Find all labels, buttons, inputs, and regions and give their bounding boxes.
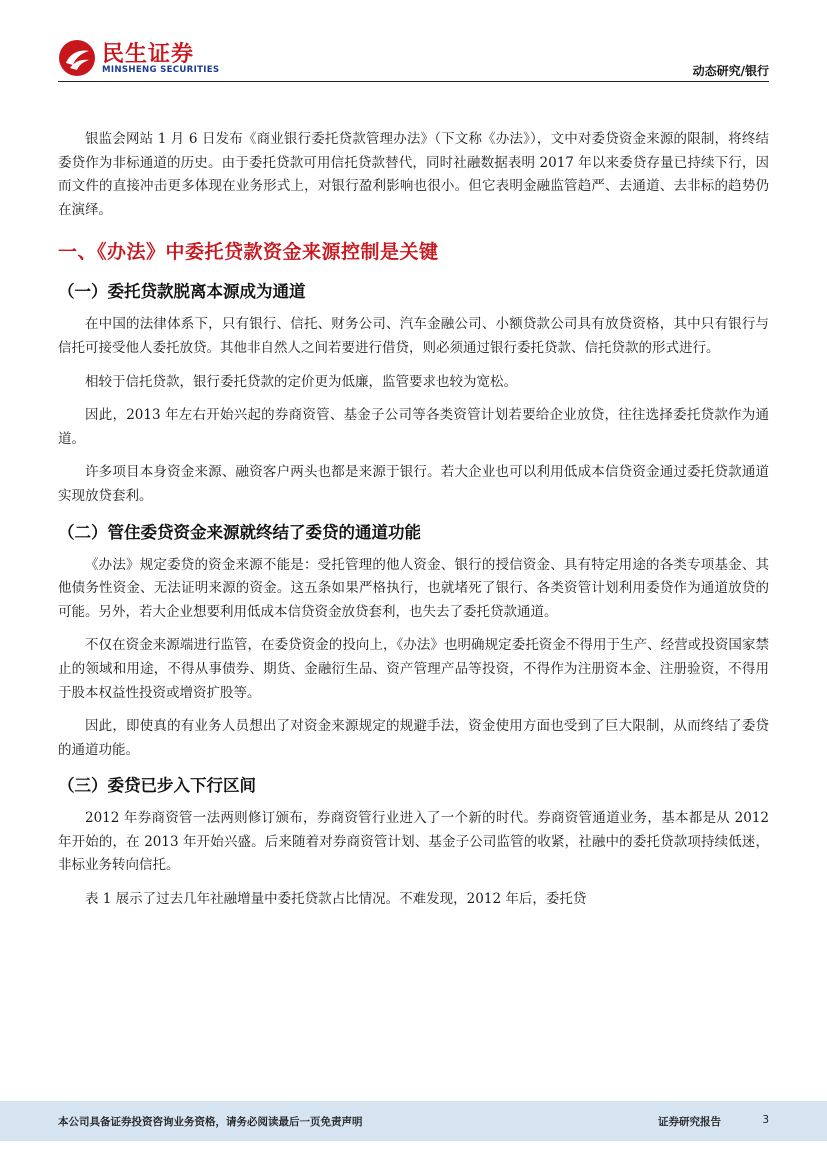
subsection-3-para-1: 2012 年券商资管一法两则修订颁布，券商资管行业进入了一个新的时代。券商资管通道业务，基本都是从 2012 年开始的，在 2013 年开始兴盛。后来随着对券商资管计划、基金子公司监管的收紧，社融中的委托贷款项持续低迷，非标业务转向信托。: [58, 810, 769, 874]
footer-report-label: 证券研究报告: [658, 1116, 721, 1128]
section-1-title: 一、《办法》中委托贷款资金来源控制是关键: [58, 241, 439, 264]
page-footer: [0, 1101, 827, 1141]
logo-chinese-name: 民生证券: [102, 42, 195, 67]
page-number: 3: [762, 1114, 769, 1126]
footer-disclaimer: 本公司具备证券投资咨询业务资格，请务必阅读最后一页免责声明: [58, 1116, 363, 1128]
page-header: [0, 0, 827, 84]
subsection-1-para-2: 相较于信托贷款，银行委托贷款的定价更为低廉，监管要求也较为宽松。: [85, 373, 517, 390]
header-divider: [58, 81, 769, 82]
subsection-2-para-1: 《办法》规定委贷的资金来源不能是：受托管理的他人资金、银行的授信资金、具有特定用途的各类专项基金、其他债务性资金、无法证明来源的资金。这五条如果严格执行，也就堵死了银行、各类资管计划利用委贷作为通道放贷的可能。另外，若大企业想要利用低成本信贷资金放贷套利，也失去了委托贷款通道。: [58, 556, 769, 620]
company-logo: [58, 37, 238, 79]
report-type-label: 动态研究/银行: [692, 64, 769, 78]
main-content: [58, 128, 769, 922]
subsection-2-para-2: 不仅在资金来源端进行监管，在委贷资金的投向上，《办法》也明确规定委托资金不得用于生产、经营或投资国家禁止的领域和用途，不得从事债券、期货、金融衍生品、资产管理产品等投资，不得作为注册资本金、注册验资，不得用于股本权益性投资或增资扩股等。: [58, 637, 769, 701]
intro-paragraph: 银监会网站 1 月 6 日发布《商业银行委托贷款管理办法》（下文称《办法》），文中对委贷资金来源的限制，将终结委贷作为非标通道的历史。由于委托贷款可用信托贷款替代，同时社融数据表明 2017 年以来委贷存量已持续下行，因而文件的直接冲击更多体现在业务形式上，对银行盈利影响也很小。但它表明金融监管趋严、去通道、去非标的趋势仍在演绎。: [58, 131, 769, 218]
subsection-1-title: （一）委托贷款脱离本源成为通道: [58, 282, 306, 302]
subsection-3-title: （三）委贷已步入下行区间: [58, 776, 256, 796]
subsection-1-para-3: 因此，2013 年左右开始兴起的券商资管、基金子公司等各类资管计划若要给企业放贷，往往选择委托贷款作为通道。: [58, 407, 769, 447]
subsection-3-para-2: 表 1 展示了过去几年社融增量中委托贷款占比情况。不难发现，2012 年后，委托贷: [85, 891, 587, 908]
subsection-2-title: （二）管住委贷资金来源就终结了委贷的通道功能: [58, 522, 421, 542]
subsection-1-para-1: 在中国的法律体系下，只有银行、信托、财务公司、汽车金融公司、小额贷款公司具有放贷资格，其中只有银行与信托可接受他人委托放贷。其他非自然人之间若要进行借贷，则必须通过银行委托贷款、信托贷款的形式进行。: [58, 316, 769, 356]
subsection-2-para-3: 因此，即使真的有业务人员想出了对资金来源规定的规避手法，资金使用方面也受到了巨大限制，从而终结了委贷的通道功能。: [58, 718, 769, 758]
minsheng-logo-icon: [58, 39, 96, 77]
subsection-1-para-4: 许多项目本身资金来源、融资客户两头也都是来源于银行。若大企业也可以利用低成本信贷资金通过委托贷款通道实现放贷套利。: [58, 464, 769, 504]
logo-english-name: MINSHENG SECURITIES: [102, 65, 220, 75]
